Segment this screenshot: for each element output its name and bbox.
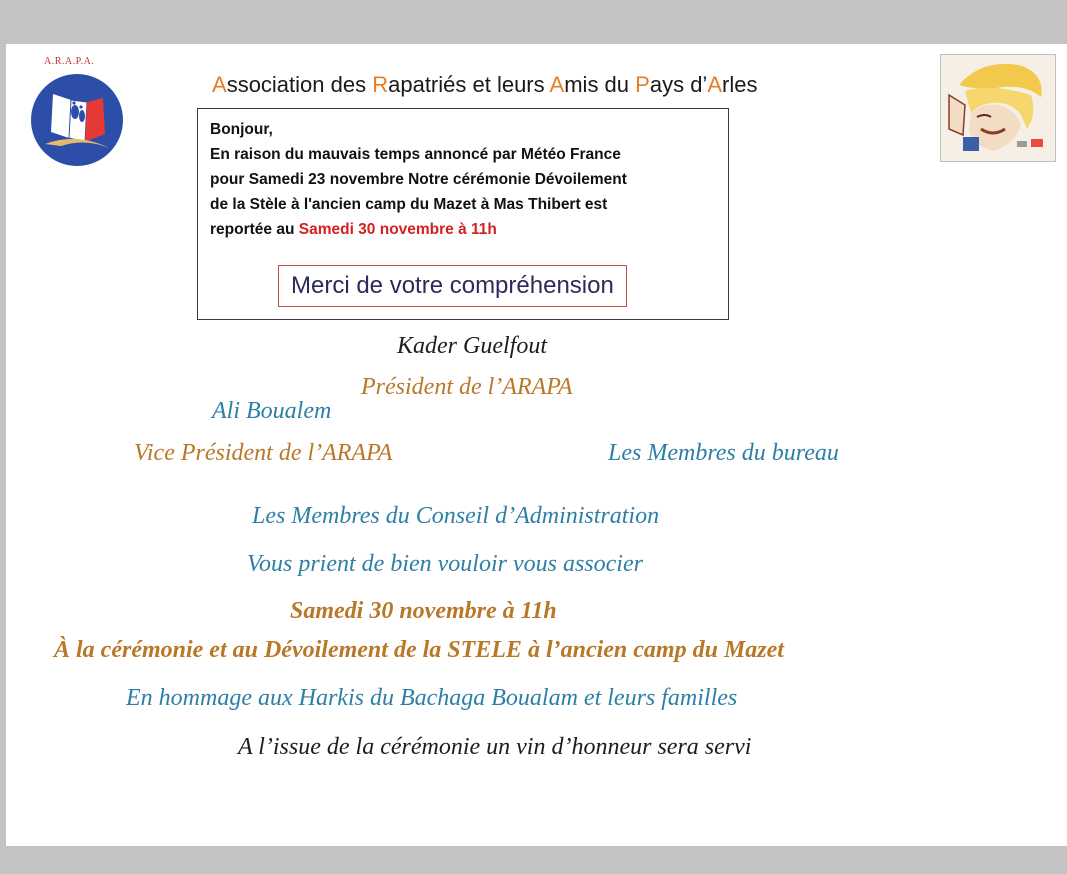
- postponement-notice-box: [197, 108, 729, 320]
- notice-line: En raison du mauvais temps annoncé par Météo France: [210, 146, 621, 163]
- title-part: rles: [722, 72, 758, 97]
- ceremony-date: Samedi 30 novembre à 11h: [290, 598, 557, 624]
- association-title: [212, 72, 757, 98]
- invitation-sheet: [6, 44, 1067, 846]
- president-name: Kader Guelfout: [397, 333, 547, 359]
- merci-box: Merci de votre compréhension: [278, 265, 627, 307]
- title-initial-a: A: [549, 72, 565, 97]
- title-initial-a: A: [707, 72, 723, 97]
- council-members: Les Membres du Conseil d’Administration: [252, 503, 660, 529]
- title-part: ssociation des: [226, 72, 373, 97]
- reception-line: A l’issue de la cérémonie un vin d’honneur sera servi: [238, 734, 752, 760]
- notice-line: pour Samedi 23 novembre Notre cérémonie Dévoilement: [210, 171, 627, 188]
- logo-caption: A.R.A.P.A.: [44, 56, 95, 67]
- title-part: ays d’: [649, 72, 708, 97]
- notice-line: de la Stèle à l'ancien camp du Mazet à Mas Thibert est: [210, 196, 608, 213]
- title-initial-r: R: [372, 72, 389, 97]
- vice-president-title: Vice Président de l’ARAPA: [134, 440, 393, 466]
- title-part: mis du: [564, 72, 636, 97]
- president-title: Président de l’ARAPA: [361, 374, 573, 400]
- ceremony-description: À la cérémonie et au Dévoilement de la STELE à l’ancien camp du Mazet: [54, 637, 784, 663]
- title-part: apatriés et leurs: [388, 72, 550, 97]
- vice-president-name: Ali Boualem: [212, 398, 332, 424]
- arapa-emblem-icon: [25, 72, 129, 168]
- new-date-highlight: Samedi 30 novembre à 11h: [298, 221, 497, 238]
- title-initial-p: P: [635, 72, 650, 97]
- title-initial-a: A: [212, 72, 227, 97]
- notice-line: [210, 217, 627, 242]
- notice-text: [210, 117, 627, 242]
- tribute-line: En hommage aux Harkis du Bachaga Boualam et leurs familles: [126, 685, 738, 711]
- notice-greeting: Bonjour,: [210, 121, 273, 138]
- bureau-members: Les Membres du bureau: [608, 440, 839, 466]
- harki-portrait-illustration: [940, 54, 1056, 162]
- notice-line-prefix: reportée au: [210, 221, 299, 238]
- invitation-request: Vous prient de bien vouloir vous associer: [247, 551, 643, 577]
